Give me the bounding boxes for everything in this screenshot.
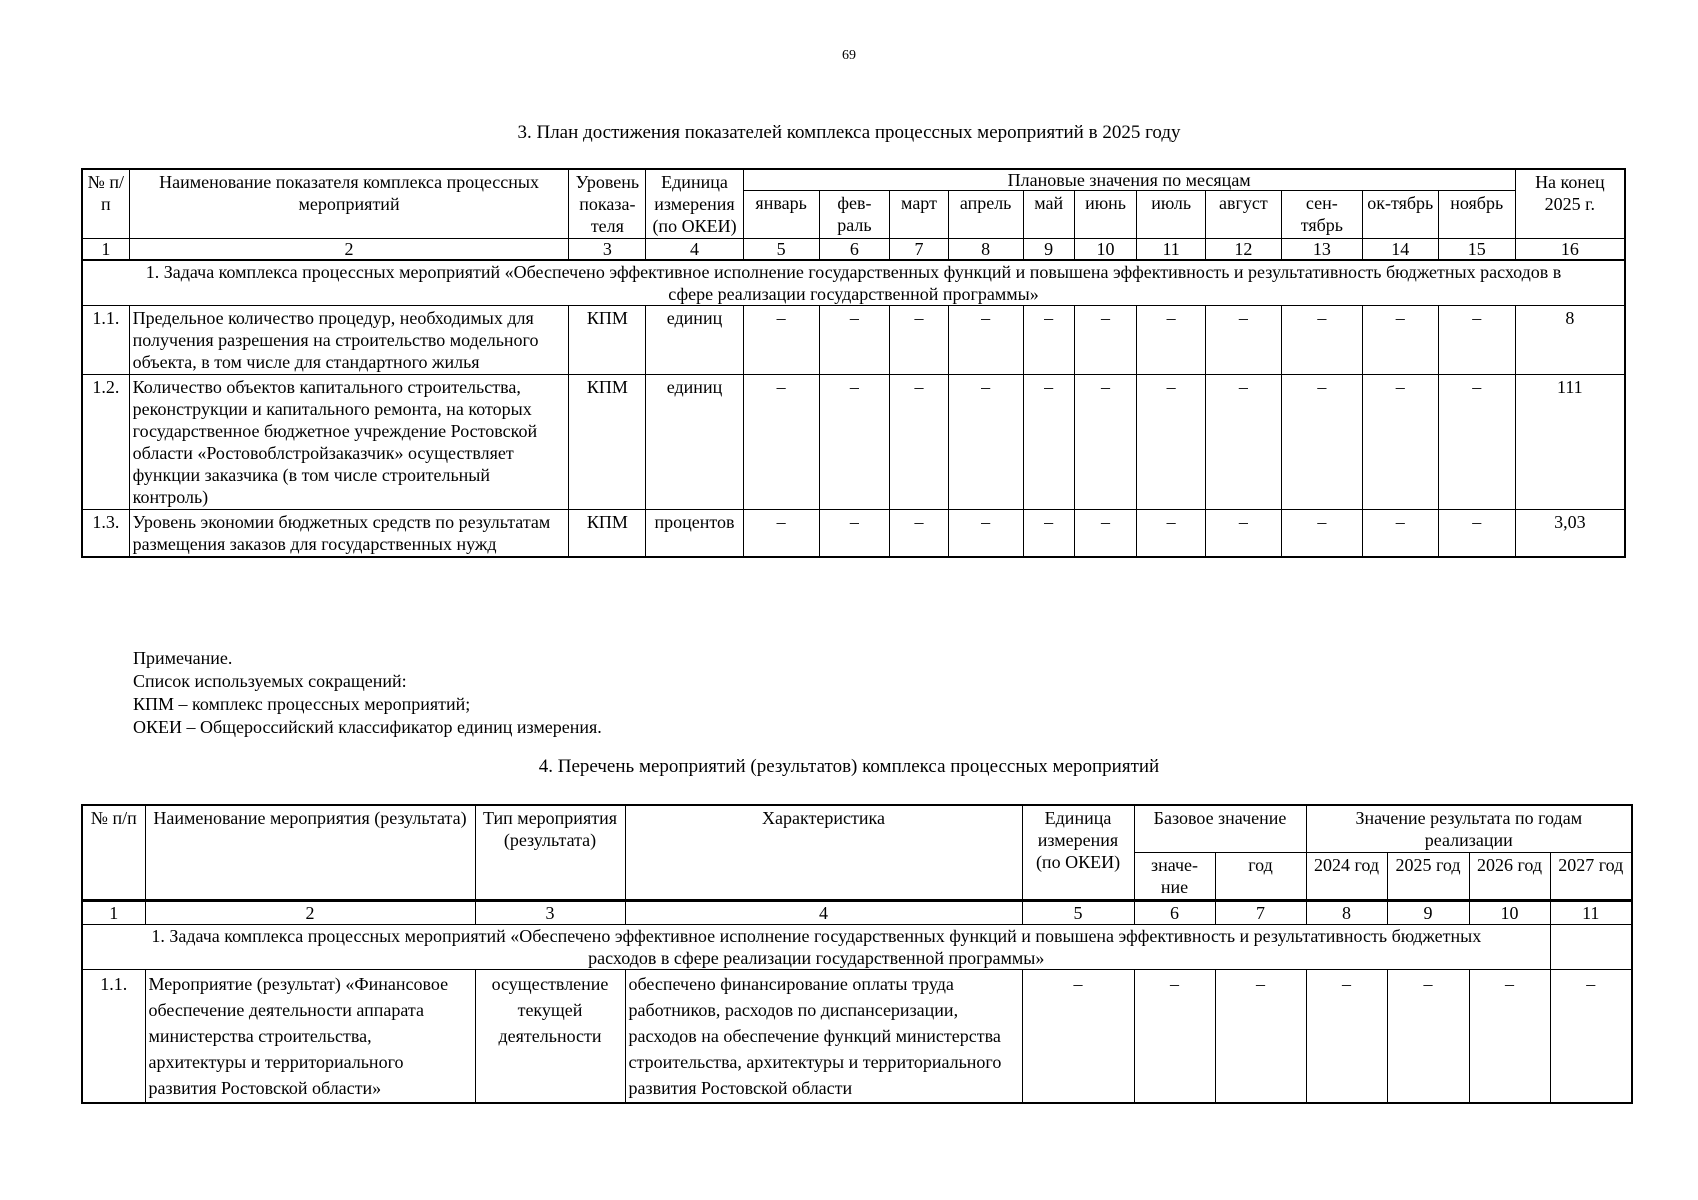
header-base-value-year: год — [1215, 853, 1306, 901]
month-header: май — [1023, 191, 1074, 239]
table-row — [82, 970, 1632, 1104]
month-value: – — [1023, 306, 1074, 375]
indicator-name: Количество объектов капитального строительства, реконструкции и капитального ремонта, на которых государственное бюджетное учреждение Ростовской области «Ростовоблстройзаказчик» осуществляет функции заказчика (в том числе строительный контроль) — [129, 375, 569, 510]
header-activity-name: Наименование мероприятия (результата) — [145, 805, 475, 901]
month-value: – — [1205, 306, 1281, 375]
month-header: ок-тябрь — [1362, 191, 1438, 239]
column-number: 4 — [625, 901, 1022, 925]
end-of-year-value: 111 — [1515, 375, 1625, 510]
result-2024: – — [1306, 970, 1387, 1104]
column-number: 5 — [743, 239, 819, 261]
header-year: 2025 год — [1387, 853, 1469, 901]
table1-task-row — [82, 260, 1625, 306]
month-value: – — [1438, 375, 1515, 510]
month-header: март — [890, 191, 948, 239]
month-value: – — [743, 306, 819, 375]
month-value: – — [1137, 306, 1206, 375]
month-value: – — [1137, 510, 1206, 558]
header-planned-values: Плановые значения по месяцам — [743, 169, 1515, 191]
month-header: апрель — [948, 191, 1023, 239]
end-of-year-value: 8 — [1515, 306, 1625, 375]
column-number: 12 — [1205, 239, 1281, 261]
indicator-level: КПМ — [569, 306, 646, 375]
header-end-of-year: На конец 2025 г. — [1515, 169, 1625, 239]
note-line: Список используемых сокращений: — [133, 671, 407, 691]
month-header: фев-раль — [819, 191, 890, 239]
month-value: – — [1438, 306, 1515, 375]
month-value: – — [1074, 510, 1137, 558]
result-2026: – — [1469, 970, 1550, 1104]
column-number: 6 — [819, 239, 890, 261]
base-year: – — [1215, 970, 1306, 1104]
row-number: 1.1. — [82, 970, 145, 1104]
activity-characteristic: обеспечено финансирование оплаты труда работников, расходов по диспансеризации, расходов на обеспечение функций министерства строительства, архитектуры и территориального развития Ростовской области — [625, 970, 1022, 1104]
base-value: – — [1134, 970, 1215, 1104]
table1-title: 3. План достижения показателей комплекса процессных мероприятий в 2025 году — [517, 122, 1181, 143]
table-row — [82, 306, 1625, 375]
month-value: – — [819, 306, 890, 375]
month-value: – — [743, 375, 819, 510]
month-value: – — [819, 510, 890, 558]
month-header: январь — [743, 191, 819, 239]
header-year: 2026 год — [1469, 853, 1550, 901]
column-number: 7 — [890, 239, 948, 261]
table1-column-numbers-row — [82, 239, 1625, 261]
column-number: 15 — [1438, 239, 1515, 261]
month-value: – — [948, 510, 1023, 558]
table-row — [82, 510, 1625, 558]
column-number: 1 — [82, 239, 129, 261]
month-value: – — [1074, 375, 1137, 510]
month-value: – — [948, 375, 1023, 510]
column-number: 2 — [129, 239, 569, 261]
month-value: – — [1023, 510, 1074, 558]
month-header: июль — [1137, 191, 1206, 239]
month-value: – — [890, 510, 948, 558]
month-value: – — [819, 375, 890, 510]
indicator-unit: единиц — [646, 306, 743, 375]
result-2025: – — [1387, 970, 1469, 1104]
row-number: 1.1. — [82, 306, 129, 375]
column-number: 10 — [1074, 239, 1137, 261]
column-number: 11 — [1550, 901, 1632, 925]
month-value: – — [1205, 510, 1281, 558]
month-value: – — [1074, 306, 1137, 375]
column-number: 3 — [475, 901, 625, 925]
month-header: август — [1205, 191, 1281, 239]
activity-name: Мероприятие (результат) «Финансовое обеспечение деятельности аппарата министерства строительства, архитектуры и территориального развития Ростовской области» — [145, 970, 475, 1104]
header-indicator-name: Наименование показателя комплекса процессных мероприятий — [129, 169, 569, 239]
column-number: 3 — [569, 239, 646, 261]
header-unit: Единица измерения (по ОКЕИ) — [646, 169, 743, 239]
month-value: – — [1137, 375, 1206, 510]
table1-header-row — [82, 169, 1625, 191]
indicator-name: Предельное количество процедур, необходимых для получения разрешения на строительство модельного объекта, в том числе для стандартного жилья — [129, 306, 569, 375]
task-heading: 1. Задача комплекса процессных мероприятий «Обеспечено эффективное исполнение государственных функций и повышена эффективность и результативность бюджетных расходов в сфере реализации государственной программы» — [82, 260, 1625, 306]
month-value: – — [1023, 375, 1074, 510]
month-header: сен-тябрь — [1281, 191, 1362, 239]
task-heading: 1. Задача комплекса процессных мероприятий «Обеспечено эффективное исполнение государственных функций и повышена эффективность и результативность бюджетных расходов в сфере реализации государственной программы» — [82, 925, 1550, 970]
header-base-value: Базовое значение — [1134, 805, 1306, 853]
month-value: – — [890, 375, 948, 510]
column-number: 7 — [1215, 901, 1306, 925]
header-year: 2024 год — [1306, 853, 1387, 901]
page-number: 69 — [842, 48, 856, 63]
note-line: ОКЕИ – Общероссийский классификатор единиц измерения. — [133, 717, 602, 737]
column-number: 9 — [1023, 239, 1074, 261]
header-base-value-value: значе-ние — [1134, 853, 1215, 901]
empty-cell — [1550, 925, 1632, 970]
header-unit: Единица измерения (по ОКЕИ) — [1022, 805, 1134, 901]
header-num: № п/п — [82, 169, 129, 239]
month-value: – — [1362, 510, 1438, 558]
month-header: июнь — [1074, 191, 1137, 239]
activity-unit: – — [1022, 970, 1134, 1104]
column-number: 4 — [646, 239, 743, 261]
month-header: ноябрь — [1438, 191, 1515, 239]
table2-title: 4. Перечень мероприятий (результатов) комплекса процессных мероприятий — [538, 756, 1160, 777]
month-value: – — [1281, 375, 1362, 510]
month-value: – — [890, 306, 948, 375]
indicator-level: КПМ — [569, 510, 646, 558]
indicator-name: Уровень экономии бюджетных средств по результатам размещения заказов для государственных нужд — [129, 510, 569, 558]
month-value: – — [1281, 510, 1362, 558]
column-number: 9 — [1387, 901, 1469, 925]
header-year: 2027 год — [1550, 853, 1632, 901]
column-number: 11 — [1137, 239, 1206, 261]
header-characteristic: Характеристика — [625, 805, 1022, 901]
column-number: 5 — [1022, 901, 1134, 925]
note-line: КПМ – комплекс процессных мероприятий; — [133, 694, 471, 714]
table-row — [82, 375, 1625, 510]
header-num: № п/п — [82, 805, 145, 901]
indicators-plan-table — [81, 168, 1626, 558]
month-value: – — [1205, 375, 1281, 510]
indicator-unit: единиц — [646, 375, 743, 510]
column-number: 13 — [1281, 239, 1362, 261]
column-number: 8 — [1306, 901, 1387, 925]
column-number: 2 — [145, 901, 475, 925]
note-heading: Примечание. — [133, 648, 233, 668]
column-number: 1 — [82, 901, 145, 925]
activities-table — [81, 804, 1633, 1104]
row-number: 1.3. — [82, 510, 129, 558]
month-value: – — [743, 510, 819, 558]
month-value: – — [1362, 375, 1438, 510]
table2-task-row — [82, 925, 1632, 970]
column-number: 6 — [1134, 901, 1215, 925]
month-value: – — [1438, 510, 1515, 558]
end-of-year-value: 3,03 — [1515, 510, 1625, 558]
header-result-values: Значение результата по годам реализации — [1306, 805, 1632, 853]
column-number: 14 — [1362, 239, 1438, 261]
activity-type: осуществление текущей деятельности — [475, 970, 625, 1104]
header-activity-type: Тип мероприятия (результата) — [475, 805, 625, 901]
indicator-unit: процентов — [646, 510, 743, 558]
row-number: 1.2. — [82, 375, 129, 510]
result-2027: – — [1550, 970, 1632, 1104]
notes-block — [133, 647, 602, 739]
indicator-level: КПМ — [569, 375, 646, 510]
header-level: Уровень показа-теля — [569, 169, 646, 239]
column-number: 8 — [948, 239, 1023, 261]
table2-column-numbers-row — [82, 901, 1632, 925]
month-value: – — [1281, 306, 1362, 375]
month-value: – — [1362, 306, 1438, 375]
month-value: – — [948, 306, 1023, 375]
column-number: 10 — [1469, 901, 1550, 925]
column-number: 16 — [1515, 239, 1625, 261]
